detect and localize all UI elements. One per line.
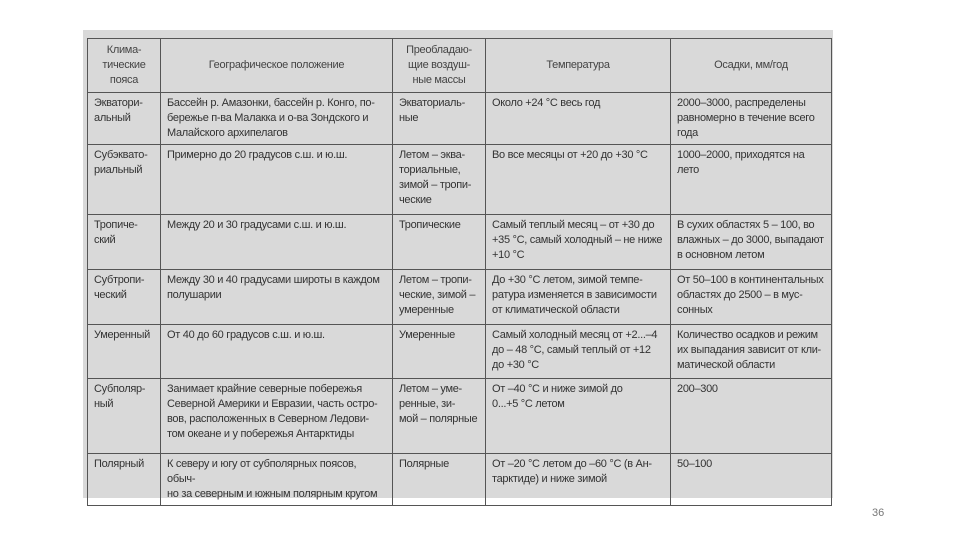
- cell-temperature: От –20 °С летом до –60 °С (в Ан- тарктиде) и ниже зимой: [486, 454, 671, 506]
- header-precipitation: Осадки, мм/год: [671, 39, 832, 93]
- cell-precipitation: От 50–100 в континентальных областях до 2500 – в мус- сонных: [671, 270, 832, 325]
- header-climate-zone: Клима- тические пояса: [88, 39, 161, 93]
- cell-position: Между 20 и 30 градусами с.ш. и ю.ш.: [161, 215, 393, 270]
- scanned-table-image: [83, 30, 833, 498]
- cell-precipitation: 50–100: [671, 454, 832, 506]
- cell-zone: Субэквато- риальный: [88, 145, 161, 215]
- table-row: [88, 454, 832, 506]
- cell-temperature: Около +24 °С весь год: [486, 93, 671, 145]
- cell-air-masses: Летом – эква- ториальные, зимой – тропи- ческие: [393, 145, 486, 215]
- cell-position: Занимает крайние северные побережья Северной Америки и Евразии, часть остро- вов, расположенных в Северном Ледови- том океане и у побережья Антарктиды: [161, 379, 393, 454]
- page-number: 36: [872, 507, 885, 519]
- cell-precipitation: Количество осадков и режим их выпадания зависит от кли- матической области: [671, 325, 832, 379]
- table-row: [88, 93, 832, 145]
- cell-position: Примерно до 20 градусов с.ш. и ю.ш.: [161, 145, 393, 215]
- cell-position: Между 30 и 40 градусами широты в каждом полушарии: [161, 270, 393, 325]
- cell-zone: Умеренный: [88, 325, 161, 379]
- table-row: [88, 379, 832, 454]
- table-row: [88, 325, 832, 379]
- table-row: [88, 270, 832, 325]
- table-row: [88, 145, 832, 215]
- cell-temperature: Во все месяцы от +20 до +30 °С: [486, 145, 671, 215]
- header-temperature: Температура: [486, 39, 671, 93]
- cell-temperature: От –40 °С и ниже зимой до 0...+5 °С летом: [486, 379, 671, 454]
- table-row: [88, 215, 832, 270]
- cell-precipitation: 1000–2000, приходятся на лето: [671, 145, 832, 215]
- cell-precipitation: 2000–3000, распределены равномерно в течение всего года: [671, 93, 832, 145]
- cell-air-masses: Умеренные: [393, 325, 486, 379]
- cell-temperature: Самый холодный месяц от +2...–4 до – 48 °С, самый теплый от +12 до +30 °С: [486, 325, 671, 379]
- cell-precipitation: В сухих областях 5 – 100, во влажных – до 3000, выпадают в основном летом: [671, 215, 832, 270]
- cell-zone: Тропиче- ский: [88, 215, 161, 270]
- cell-air-masses: Тропические: [393, 215, 486, 270]
- cell-air-masses: Летом – тропи- ческие, зимой – умеренные: [393, 270, 486, 325]
- cell-precipitation: 200–300: [671, 379, 832, 454]
- cell-zone: Субтропи- ческий: [88, 270, 161, 325]
- cell-zone: Субполяр- ный: [88, 379, 161, 454]
- cell-zone: Полярный: [88, 454, 161, 506]
- climate-zones-table: [87, 38, 832, 506]
- cell-position: Бассейн р. Амазонки, бассейн р. Конго, по- бережье п-ва Малакка и о-ва Зондского и Малайского архипелагов: [161, 93, 393, 145]
- header-geographic-position: Географическое положение: [161, 39, 393, 93]
- cell-position: От 40 до 60 градусов с.ш. и ю.ш.: [161, 325, 393, 379]
- cell-position: К северу и югу от субполярных поясов, обыч- но за северным и южным полярным кругом: [161, 454, 393, 506]
- header-air-masses: Преобладаю- щие воздуш- ные массы: [393, 39, 486, 93]
- cell-air-masses: Полярные: [393, 454, 486, 506]
- cell-air-masses: Летом – уме- ренные, зи- мой – полярные: [393, 379, 486, 454]
- cell-temperature: Самый теплый месяц – от +30 до +35 °С, самый холодный – не ниже +10 °С: [486, 215, 671, 270]
- table-header-row: [88, 39, 832, 93]
- cell-air-masses: Экваториаль- ные: [393, 93, 486, 145]
- cell-zone: Экватори- альный: [88, 93, 161, 145]
- cell-temperature: До +30 °С летом, зимой темпе- ратура изменяется в зависимости от климатической области: [486, 270, 671, 325]
